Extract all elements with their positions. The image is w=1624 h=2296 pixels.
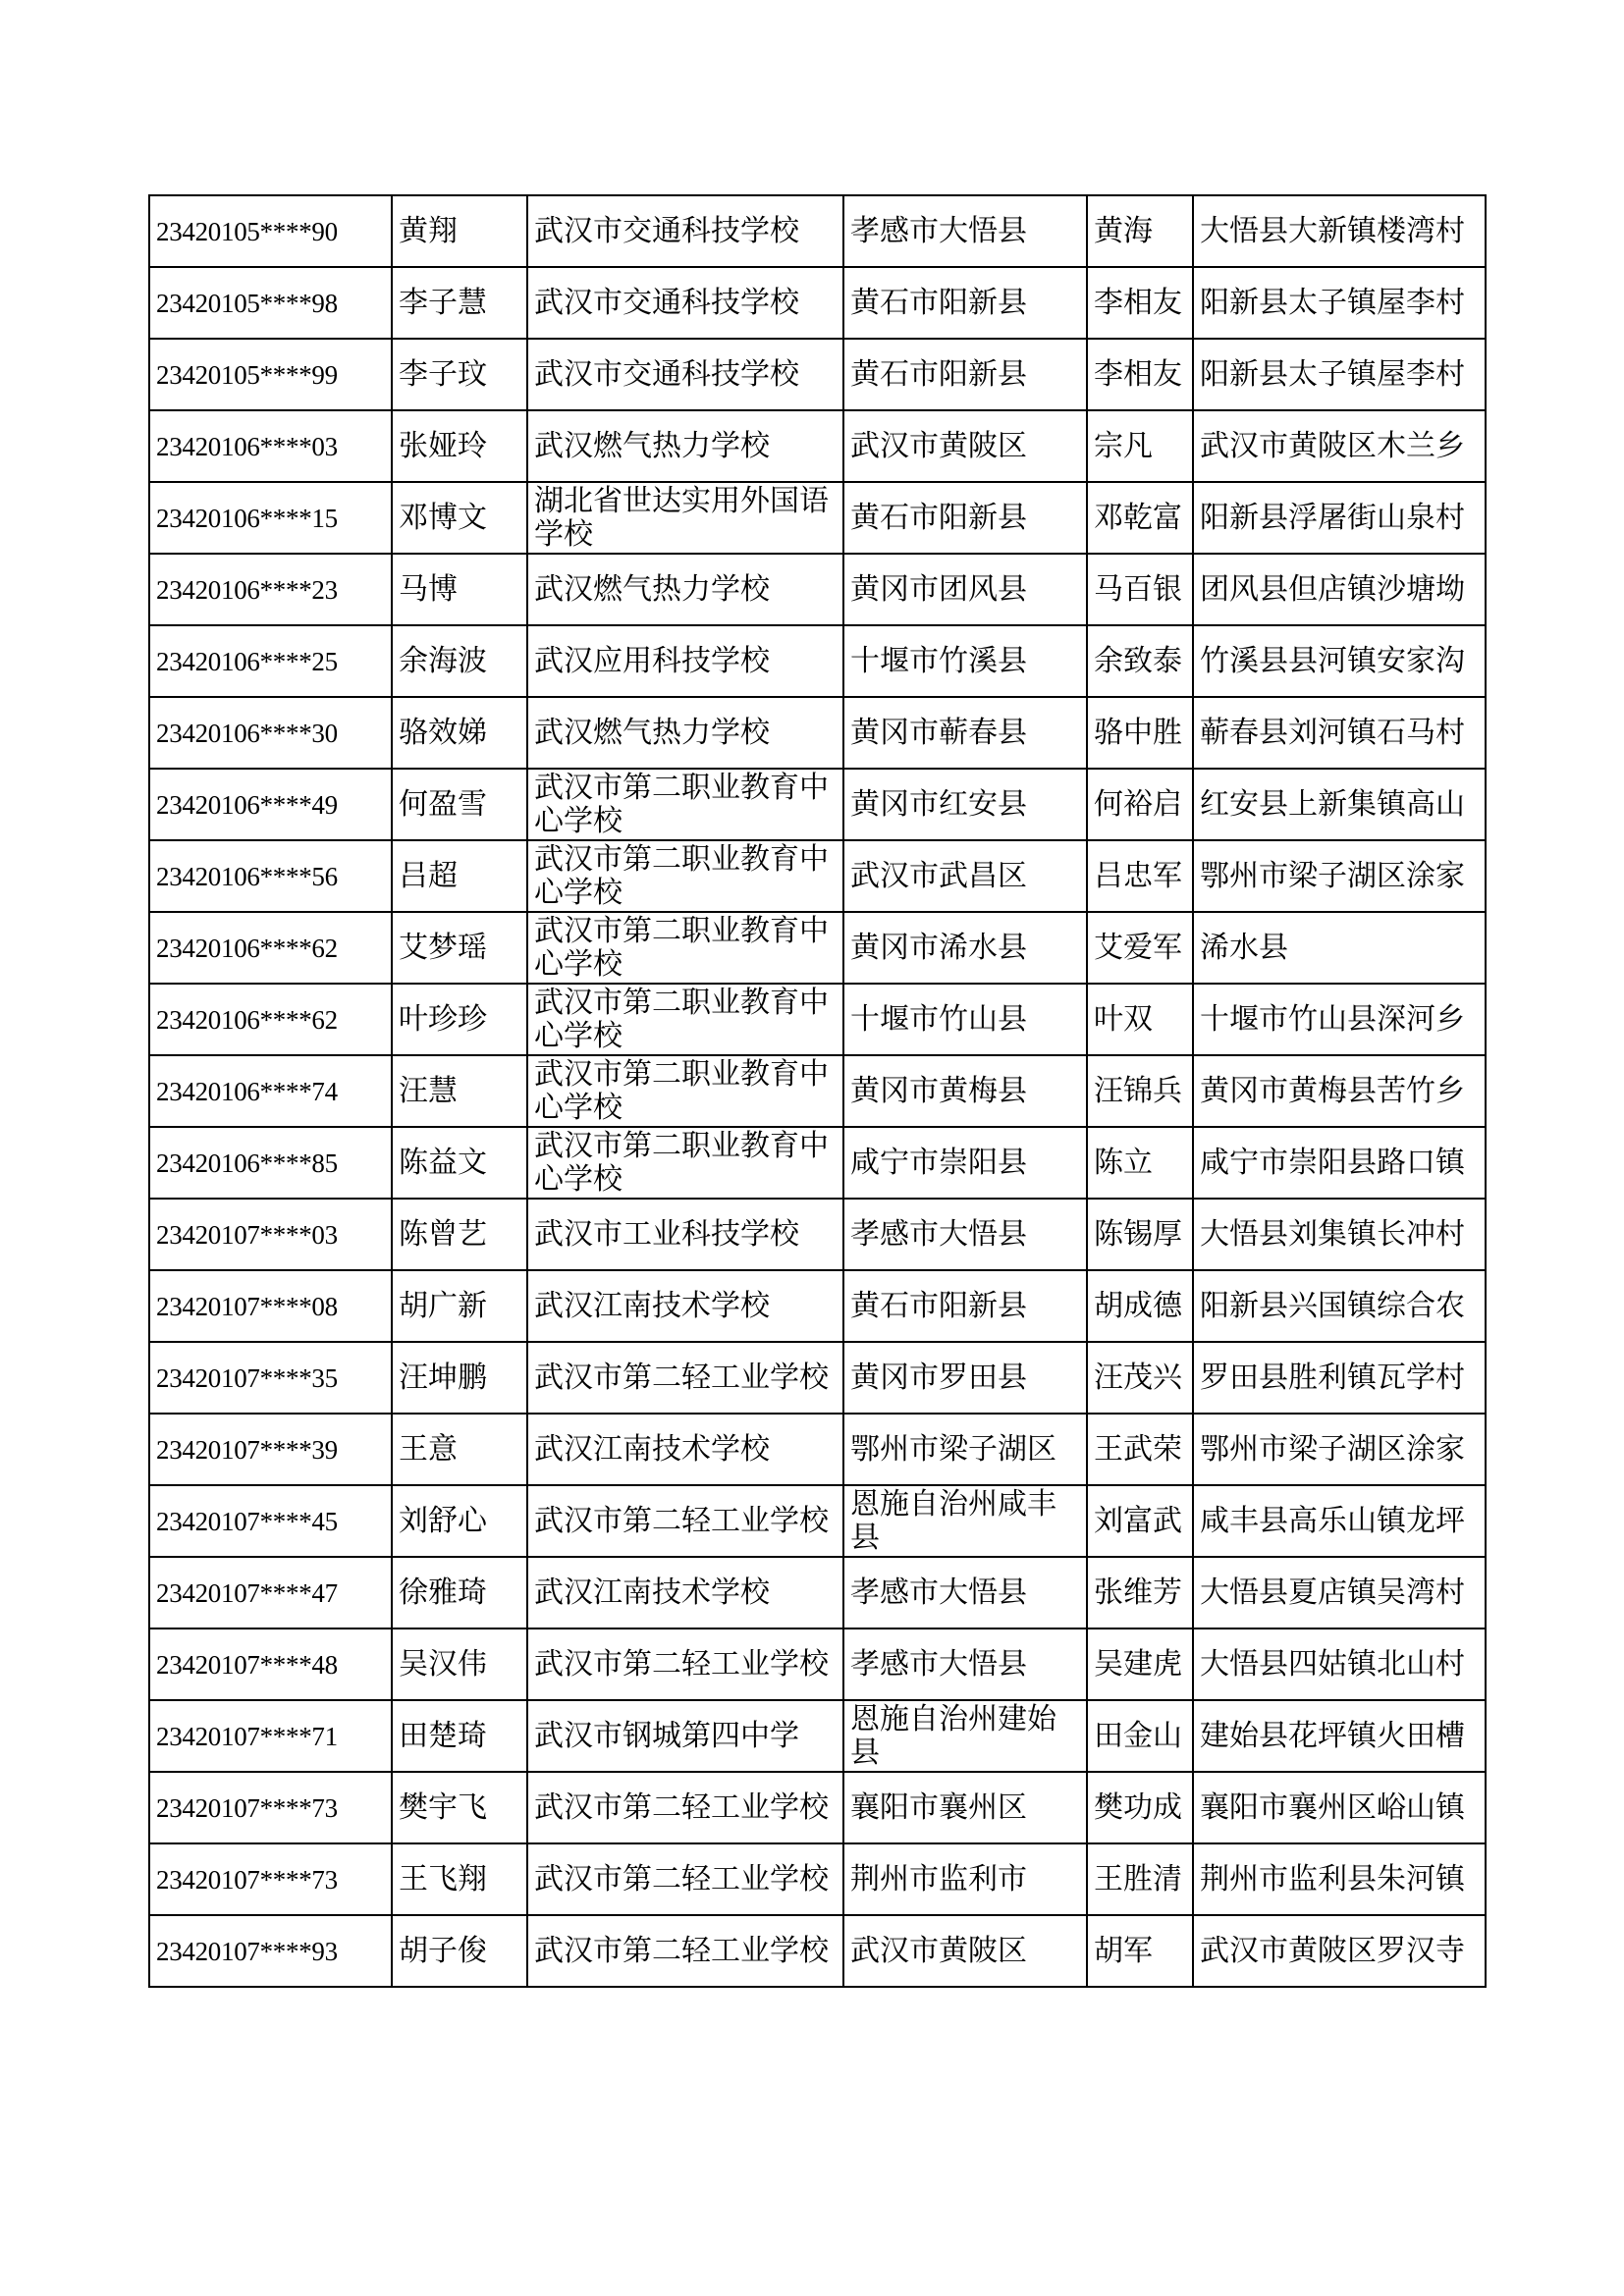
school-cell: 武汉江南技术学校 xyxy=(527,1270,843,1342)
table-row xyxy=(149,1557,1486,1629)
parent-name-cell: 汪茂兴 xyxy=(1087,1342,1193,1414)
student-name-cell: 田楚琦 xyxy=(392,1700,527,1772)
school-cell: 武汉市交通科技学校 xyxy=(527,195,843,267)
origin-cell: 十堰市竹山县 xyxy=(843,984,1087,1055)
student-name-cell: 汪坤鹏 xyxy=(392,1342,527,1414)
origin-cell: 黄冈市浠水县 xyxy=(843,912,1087,984)
origin-cell: 孝感市大悟县 xyxy=(843,1199,1087,1270)
address-cell: 红安县上新集镇高山 xyxy=(1193,769,1486,840)
table-row xyxy=(149,1843,1486,1915)
address-cell: 十堰市竹山县深河乡 xyxy=(1193,984,1486,1055)
student-name-cell: 李子慧 xyxy=(392,267,527,339)
student-id-cell: 23420106****23 xyxy=(149,554,392,625)
student-id-cell: 23420106****62 xyxy=(149,912,392,984)
address-cell: 浠水县 xyxy=(1193,912,1486,984)
origin-cell: 襄阳市襄州区 xyxy=(843,1772,1087,1843)
origin-cell: 黄石市阳新县 xyxy=(843,339,1087,410)
table-row xyxy=(149,1485,1486,1557)
origin-cell: 黄冈市黄梅县 xyxy=(843,1055,1087,1127)
student-name-cell: 何盈雪 xyxy=(392,769,527,840)
origin-cell: 孝感市大悟县 xyxy=(843,195,1087,267)
school-cell: 武汉江南技术学校 xyxy=(527,1414,843,1485)
student-id-cell: 23420107****45 xyxy=(149,1485,392,1557)
table-row xyxy=(149,410,1486,482)
school-cell: 武汉市第二职业教育中心学校 xyxy=(527,984,843,1055)
student-name-cell: 李子玟 xyxy=(392,339,527,410)
student-name-cell: 徐雅琦 xyxy=(392,1557,527,1629)
address-cell: 阳新县太子镇屋李村 xyxy=(1193,267,1486,339)
parent-name-cell: 李相友 xyxy=(1087,267,1193,339)
student-id-cell: 23420107****35 xyxy=(149,1342,392,1414)
table-row xyxy=(149,1199,1486,1270)
parent-name-cell: 马百银 xyxy=(1087,554,1193,625)
origin-cell: 黄冈市罗田县 xyxy=(843,1342,1087,1414)
school-cell: 武汉市第二轻工业学校 xyxy=(527,1342,843,1414)
address-cell: 大悟县刘集镇长冲村 xyxy=(1193,1199,1486,1270)
student-name-cell: 王飞翔 xyxy=(392,1843,527,1915)
table-row xyxy=(149,1915,1486,1987)
origin-cell: 鄂州市梁子湖区 xyxy=(843,1414,1087,1485)
school-cell: 武汉市交通科技学校 xyxy=(527,267,843,339)
table-row xyxy=(149,625,1486,697)
student-id-cell: 23420106****15 xyxy=(149,482,392,554)
origin-cell: 咸宁市崇阳县 xyxy=(843,1127,1087,1199)
student-id-cell: 23420107****03 xyxy=(149,1199,392,1270)
parent-name-cell: 黄海 xyxy=(1087,195,1193,267)
address-cell: 黄冈市黄梅县苦竹乡 xyxy=(1193,1055,1486,1127)
address-cell: 罗田县胜利镇瓦学村 xyxy=(1193,1342,1486,1414)
parent-name-cell: 骆中胜 xyxy=(1087,697,1193,769)
parent-name-cell: 胡成德 xyxy=(1087,1270,1193,1342)
table-row xyxy=(149,554,1486,625)
table-row xyxy=(149,1342,1486,1414)
student-name-cell: 王意 xyxy=(392,1414,527,1485)
parent-name-cell: 吴建虎 xyxy=(1087,1629,1193,1700)
table-row xyxy=(149,912,1486,984)
student-roster-table xyxy=(148,194,1487,1988)
address-cell: 咸丰县高乐山镇龙坪 xyxy=(1193,1485,1486,1557)
origin-cell: 武汉市武昌区 xyxy=(843,840,1087,912)
parent-name-cell: 汪锦兵 xyxy=(1087,1055,1193,1127)
student-id-cell: 23420106****56 xyxy=(149,840,392,912)
student-id-cell: 23420105****99 xyxy=(149,339,392,410)
address-cell: 咸宁市崇阳县路口镇 xyxy=(1193,1127,1486,1199)
student-id-cell: 23420107****39 xyxy=(149,1414,392,1485)
origin-cell: 黄石市阳新县 xyxy=(843,267,1087,339)
student-name-cell: 胡广新 xyxy=(392,1270,527,1342)
student-name-cell: 吕超 xyxy=(392,840,527,912)
student-name-cell: 汪慧 xyxy=(392,1055,527,1127)
school-cell: 武汉市工业科技学校 xyxy=(527,1199,843,1270)
origin-cell: 恩施自治州建始县 xyxy=(843,1700,1087,1772)
parent-name-cell: 邓乾富 xyxy=(1087,482,1193,554)
address-cell: 鄂州市梁子湖区涂家 xyxy=(1193,840,1486,912)
student-name-cell: 张娅玲 xyxy=(392,410,527,482)
table-row xyxy=(149,984,1486,1055)
table-row xyxy=(149,195,1486,267)
table-row xyxy=(149,1772,1486,1843)
address-cell: 阳新县浮屠街山泉村 xyxy=(1193,482,1486,554)
student-id-cell: 23420107****47 xyxy=(149,1557,392,1629)
origin-cell: 荆州市监利市 xyxy=(843,1843,1087,1915)
parent-name-cell: 陈锡厚 xyxy=(1087,1199,1193,1270)
student-name-cell: 吴汉伟 xyxy=(392,1629,527,1700)
parent-name-cell: 王胜清 xyxy=(1087,1843,1193,1915)
student-name-cell: 艾梦瑶 xyxy=(392,912,527,984)
address-cell: 大悟县夏店镇吴湾村 xyxy=(1193,1557,1486,1629)
student-id-cell: 23420106****03 xyxy=(149,410,392,482)
address-cell: 大悟县四姑镇北山村 xyxy=(1193,1629,1486,1700)
student-name-cell: 刘舒心 xyxy=(392,1485,527,1557)
student-id-cell: 23420107****73 xyxy=(149,1843,392,1915)
parent-name-cell: 李相友 xyxy=(1087,339,1193,410)
school-cell: 武汉燃气热力学校 xyxy=(527,410,843,482)
parent-name-cell: 叶双 xyxy=(1087,984,1193,1055)
student-name-cell: 邓博文 xyxy=(392,482,527,554)
address-cell: 蕲春县刘河镇石马村 xyxy=(1193,697,1486,769)
student-id-cell: 23420107****73 xyxy=(149,1772,392,1843)
table-row xyxy=(149,769,1486,840)
student-id-cell: 23420107****71 xyxy=(149,1700,392,1772)
school-cell: 武汉市第二职业教育中心学校 xyxy=(527,840,843,912)
student-name-cell: 陈曾艺 xyxy=(392,1199,527,1270)
origin-cell: 恩施自治州咸丰县 xyxy=(843,1485,1087,1557)
parent-name-cell: 田金山 xyxy=(1087,1700,1193,1772)
student-id-cell: 23420105****98 xyxy=(149,267,392,339)
origin-cell: 黄冈市蕲春县 xyxy=(843,697,1087,769)
parent-name-cell: 刘富武 xyxy=(1087,1485,1193,1557)
table-row xyxy=(149,1629,1486,1700)
address-cell: 大悟县大新镇楼湾村 xyxy=(1193,195,1486,267)
school-cell: 武汉应用科技学校 xyxy=(527,625,843,697)
address-cell: 建始县花坪镇火田槽 xyxy=(1193,1700,1486,1772)
address-cell: 襄阳市襄州区峪山镇 xyxy=(1193,1772,1486,1843)
address-cell: 武汉市黄陂区木兰乡 xyxy=(1193,410,1486,482)
roster-body xyxy=(149,195,1486,1987)
origin-cell: 孝感市大悟县 xyxy=(843,1629,1087,1700)
school-cell: 武汉燃气热力学校 xyxy=(527,697,843,769)
parent-name-cell: 张维芳 xyxy=(1087,1557,1193,1629)
student-id-cell: 23420106****49 xyxy=(149,769,392,840)
school-cell: 武汉市第二职业教育中心学校 xyxy=(527,1127,843,1199)
parent-name-cell: 何裕启 xyxy=(1087,769,1193,840)
school-cell: 武汉市第二职业教育中心学校 xyxy=(527,912,843,984)
address-cell: 阳新县兴国镇综合农 xyxy=(1193,1270,1486,1342)
student-name-cell: 骆效娣 xyxy=(392,697,527,769)
school-cell: 武汉江南技术学校 xyxy=(527,1557,843,1629)
student-name-cell: 樊宇飞 xyxy=(392,1772,527,1843)
student-name-cell: 叶珍珍 xyxy=(392,984,527,1055)
parent-name-cell: 余致泰 xyxy=(1087,625,1193,697)
table-row xyxy=(149,1127,1486,1199)
student-id-cell: 23420107****48 xyxy=(149,1629,392,1700)
school-cell: 武汉市交通科技学校 xyxy=(527,339,843,410)
student-name-cell: 黄翔 xyxy=(392,195,527,267)
school-cell: 武汉市第二职业教育中心学校 xyxy=(527,1055,843,1127)
school-cell: 武汉市第二轻工业学校 xyxy=(527,1843,843,1915)
table-row xyxy=(149,1414,1486,1485)
school-cell: 武汉市第二轻工业学校 xyxy=(527,1915,843,1987)
table-row xyxy=(149,697,1486,769)
student-id-cell: 23420106****30 xyxy=(149,697,392,769)
parent-name-cell: 胡军 xyxy=(1087,1915,1193,1987)
school-cell: 武汉燃气热力学校 xyxy=(527,554,843,625)
parent-name-cell: 樊功成 xyxy=(1087,1772,1193,1843)
parent-name-cell: 陈立 xyxy=(1087,1127,1193,1199)
student-id-cell: 23420106****25 xyxy=(149,625,392,697)
origin-cell: 黄冈市红安县 xyxy=(843,769,1087,840)
address-cell: 阳新县太子镇屋李村 xyxy=(1193,339,1486,410)
student-id-cell: 23420106****74 xyxy=(149,1055,392,1127)
school-cell: 武汉市第二职业教育中心学校 xyxy=(527,769,843,840)
origin-cell: 武汉市黄陂区 xyxy=(843,410,1087,482)
student-id-cell: 23420106****62 xyxy=(149,984,392,1055)
table-row xyxy=(149,1700,1486,1772)
parent-name-cell: 艾爱军 xyxy=(1087,912,1193,984)
parent-name-cell: 宗凡 xyxy=(1087,410,1193,482)
table-row xyxy=(149,482,1486,554)
school-cell: 武汉市第二轻工业学校 xyxy=(527,1772,843,1843)
table-row xyxy=(149,339,1486,410)
school-cell: 湖北省世达实用外国语学校 xyxy=(527,482,843,554)
table-row xyxy=(149,840,1486,912)
origin-cell: 黄石市阳新县 xyxy=(843,482,1087,554)
student-name-cell: 余海波 xyxy=(392,625,527,697)
origin-cell: 十堰市竹溪县 xyxy=(843,625,1087,697)
address-cell: 荆州市监利县朱河镇 xyxy=(1193,1843,1486,1915)
school-cell: 武汉市第二轻工业学校 xyxy=(527,1629,843,1700)
origin-cell: 武汉市黄陂区 xyxy=(843,1915,1087,1987)
student-name-cell: 陈益文 xyxy=(392,1127,527,1199)
student-id-cell: 23420107****93 xyxy=(149,1915,392,1987)
address-cell: 武汉市黄陂区罗汉寺 xyxy=(1193,1915,1486,1987)
student-name-cell: 胡子俊 xyxy=(392,1915,527,1987)
table-row xyxy=(149,1270,1486,1342)
student-id-cell: 23420106****85 xyxy=(149,1127,392,1199)
student-name-cell: 马博 xyxy=(392,554,527,625)
origin-cell: 黄冈市团风县 xyxy=(843,554,1087,625)
address-cell: 竹溪县县河镇安家沟 xyxy=(1193,625,1486,697)
table-row xyxy=(149,1055,1486,1127)
table-row xyxy=(149,267,1486,339)
address-cell: 团风县但店镇沙塘坳 xyxy=(1193,554,1486,625)
origin-cell: 黄石市阳新县 xyxy=(843,1270,1087,1342)
address-cell: 鄂州市梁子湖区涂家 xyxy=(1193,1414,1486,1485)
origin-cell: 孝感市大悟县 xyxy=(843,1557,1087,1629)
student-id-cell: 23420107****08 xyxy=(149,1270,392,1342)
school-cell: 武汉市钢城第四中学 xyxy=(527,1700,843,1772)
school-cell: 武汉市第二轻工业学校 xyxy=(527,1485,843,1557)
student-id-cell: 23420105****90 xyxy=(149,195,392,267)
parent-name-cell: 吕忠军 xyxy=(1087,840,1193,912)
parent-name-cell: 王武荣 xyxy=(1087,1414,1193,1485)
